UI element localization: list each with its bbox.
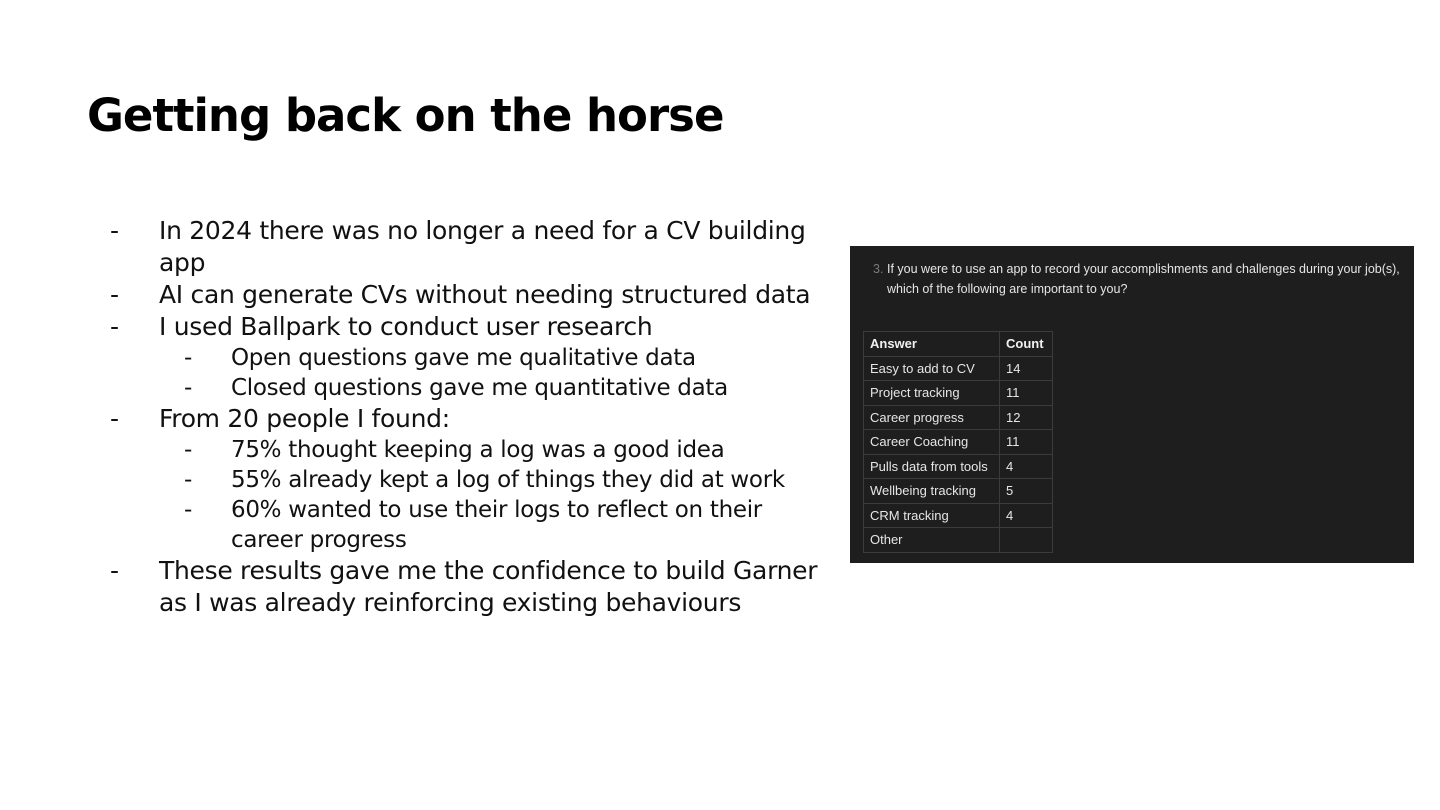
bullet-marker: - bbox=[184, 437, 192, 463]
bullet-text: 55% already kept a log of things they did at work bbox=[231, 467, 785, 493]
table-row bbox=[864, 381, 1053, 406]
question-text: If you were to use an app to record your accomplishments and challenges during your job(s), which of the following are important to you? bbox=[887, 262, 1400, 296]
bullet-marker: - bbox=[110, 216, 119, 245]
bullet-marker: - bbox=[184, 345, 192, 371]
bullet-marker: - bbox=[110, 280, 119, 309]
column-header-answer: Answer bbox=[864, 332, 1000, 357]
bullet-text: Open questions gave me qualitative data bbox=[231, 345, 696, 371]
answer-cell: Wellbeing tracking bbox=[864, 479, 1000, 504]
answer-cell: Pulls data from tools bbox=[864, 454, 1000, 479]
bullet-marker: - bbox=[110, 556, 119, 585]
question-number: 3. bbox=[873, 262, 884, 276]
bullet-text: 60% wanted to use their logs to reflect on their career progress bbox=[231, 497, 762, 553]
bullet-text: These results gave me the confidence to build Garner as I was already reinforcing existing behaviours bbox=[159, 556, 818, 617]
sub-bullet-item bbox=[110, 343, 820, 373]
table-row bbox=[864, 405, 1053, 430]
bullet-text: AI can generate CVs without needing structured data bbox=[159, 280, 811, 309]
table-row bbox=[864, 528, 1053, 553]
survey-results-table bbox=[863, 331, 1053, 553]
count-cell bbox=[1000, 528, 1053, 553]
bullet-marker: - bbox=[110, 404, 119, 433]
bullet-text: Closed questions gave me quantitative data bbox=[231, 375, 728, 401]
table-row bbox=[864, 430, 1053, 455]
count-cell: 12 bbox=[1000, 405, 1053, 430]
bullet-item bbox=[110, 555, 820, 619]
survey-question bbox=[873, 259, 1403, 299]
bullet-list bbox=[110, 215, 820, 619]
bullet-item bbox=[110, 403, 820, 435]
answer-cell: Project tracking bbox=[864, 381, 1000, 406]
bullet-marker: - bbox=[184, 375, 192, 401]
bullet-item bbox=[110, 311, 820, 343]
count-cell: 5 bbox=[1000, 479, 1053, 504]
slide-title: Getting back on the horse bbox=[87, 89, 724, 142]
table-row bbox=[864, 479, 1053, 504]
bullet-item bbox=[110, 279, 820, 311]
answer-cell: Easy to add to CV bbox=[864, 356, 1000, 381]
answer-cell: Career progress bbox=[864, 405, 1000, 430]
answer-cell: Career Coaching bbox=[864, 430, 1000, 455]
bullet-text: From 20 people I found: bbox=[159, 404, 450, 433]
count-cell: 14 bbox=[1000, 356, 1053, 381]
count-cell: 11 bbox=[1000, 381, 1053, 406]
survey-results-screenshot bbox=[850, 246, 1414, 563]
bullet-text: 75% thought keeping a log was a good idea bbox=[231, 437, 725, 463]
count-cell: 4 bbox=[1000, 454, 1053, 479]
bullet-marker: - bbox=[184, 497, 192, 523]
answer-cell: CRM tracking bbox=[864, 503, 1000, 528]
bullet-marker: - bbox=[110, 312, 119, 341]
table-row bbox=[864, 356, 1053, 381]
answer-cell: Other bbox=[864, 528, 1000, 553]
table-row bbox=[864, 503, 1053, 528]
bullet-marker: - bbox=[184, 467, 192, 493]
sub-bullet-item bbox=[110, 495, 820, 555]
count-cell: 4 bbox=[1000, 503, 1053, 528]
table-header-row bbox=[864, 332, 1053, 357]
bullet-item bbox=[110, 215, 820, 279]
bullet-text: I used Ballpark to conduct user research bbox=[159, 312, 653, 341]
bullet-text: In 2024 there was no longer a need for a CV building app bbox=[159, 216, 806, 277]
count-cell: 11 bbox=[1000, 430, 1053, 455]
sub-bullet-item bbox=[110, 373, 820, 403]
sub-bullet-item bbox=[110, 435, 820, 465]
table-row bbox=[864, 454, 1053, 479]
sub-bullet-item bbox=[110, 465, 820, 495]
column-header-count: Count bbox=[1000, 332, 1053, 357]
